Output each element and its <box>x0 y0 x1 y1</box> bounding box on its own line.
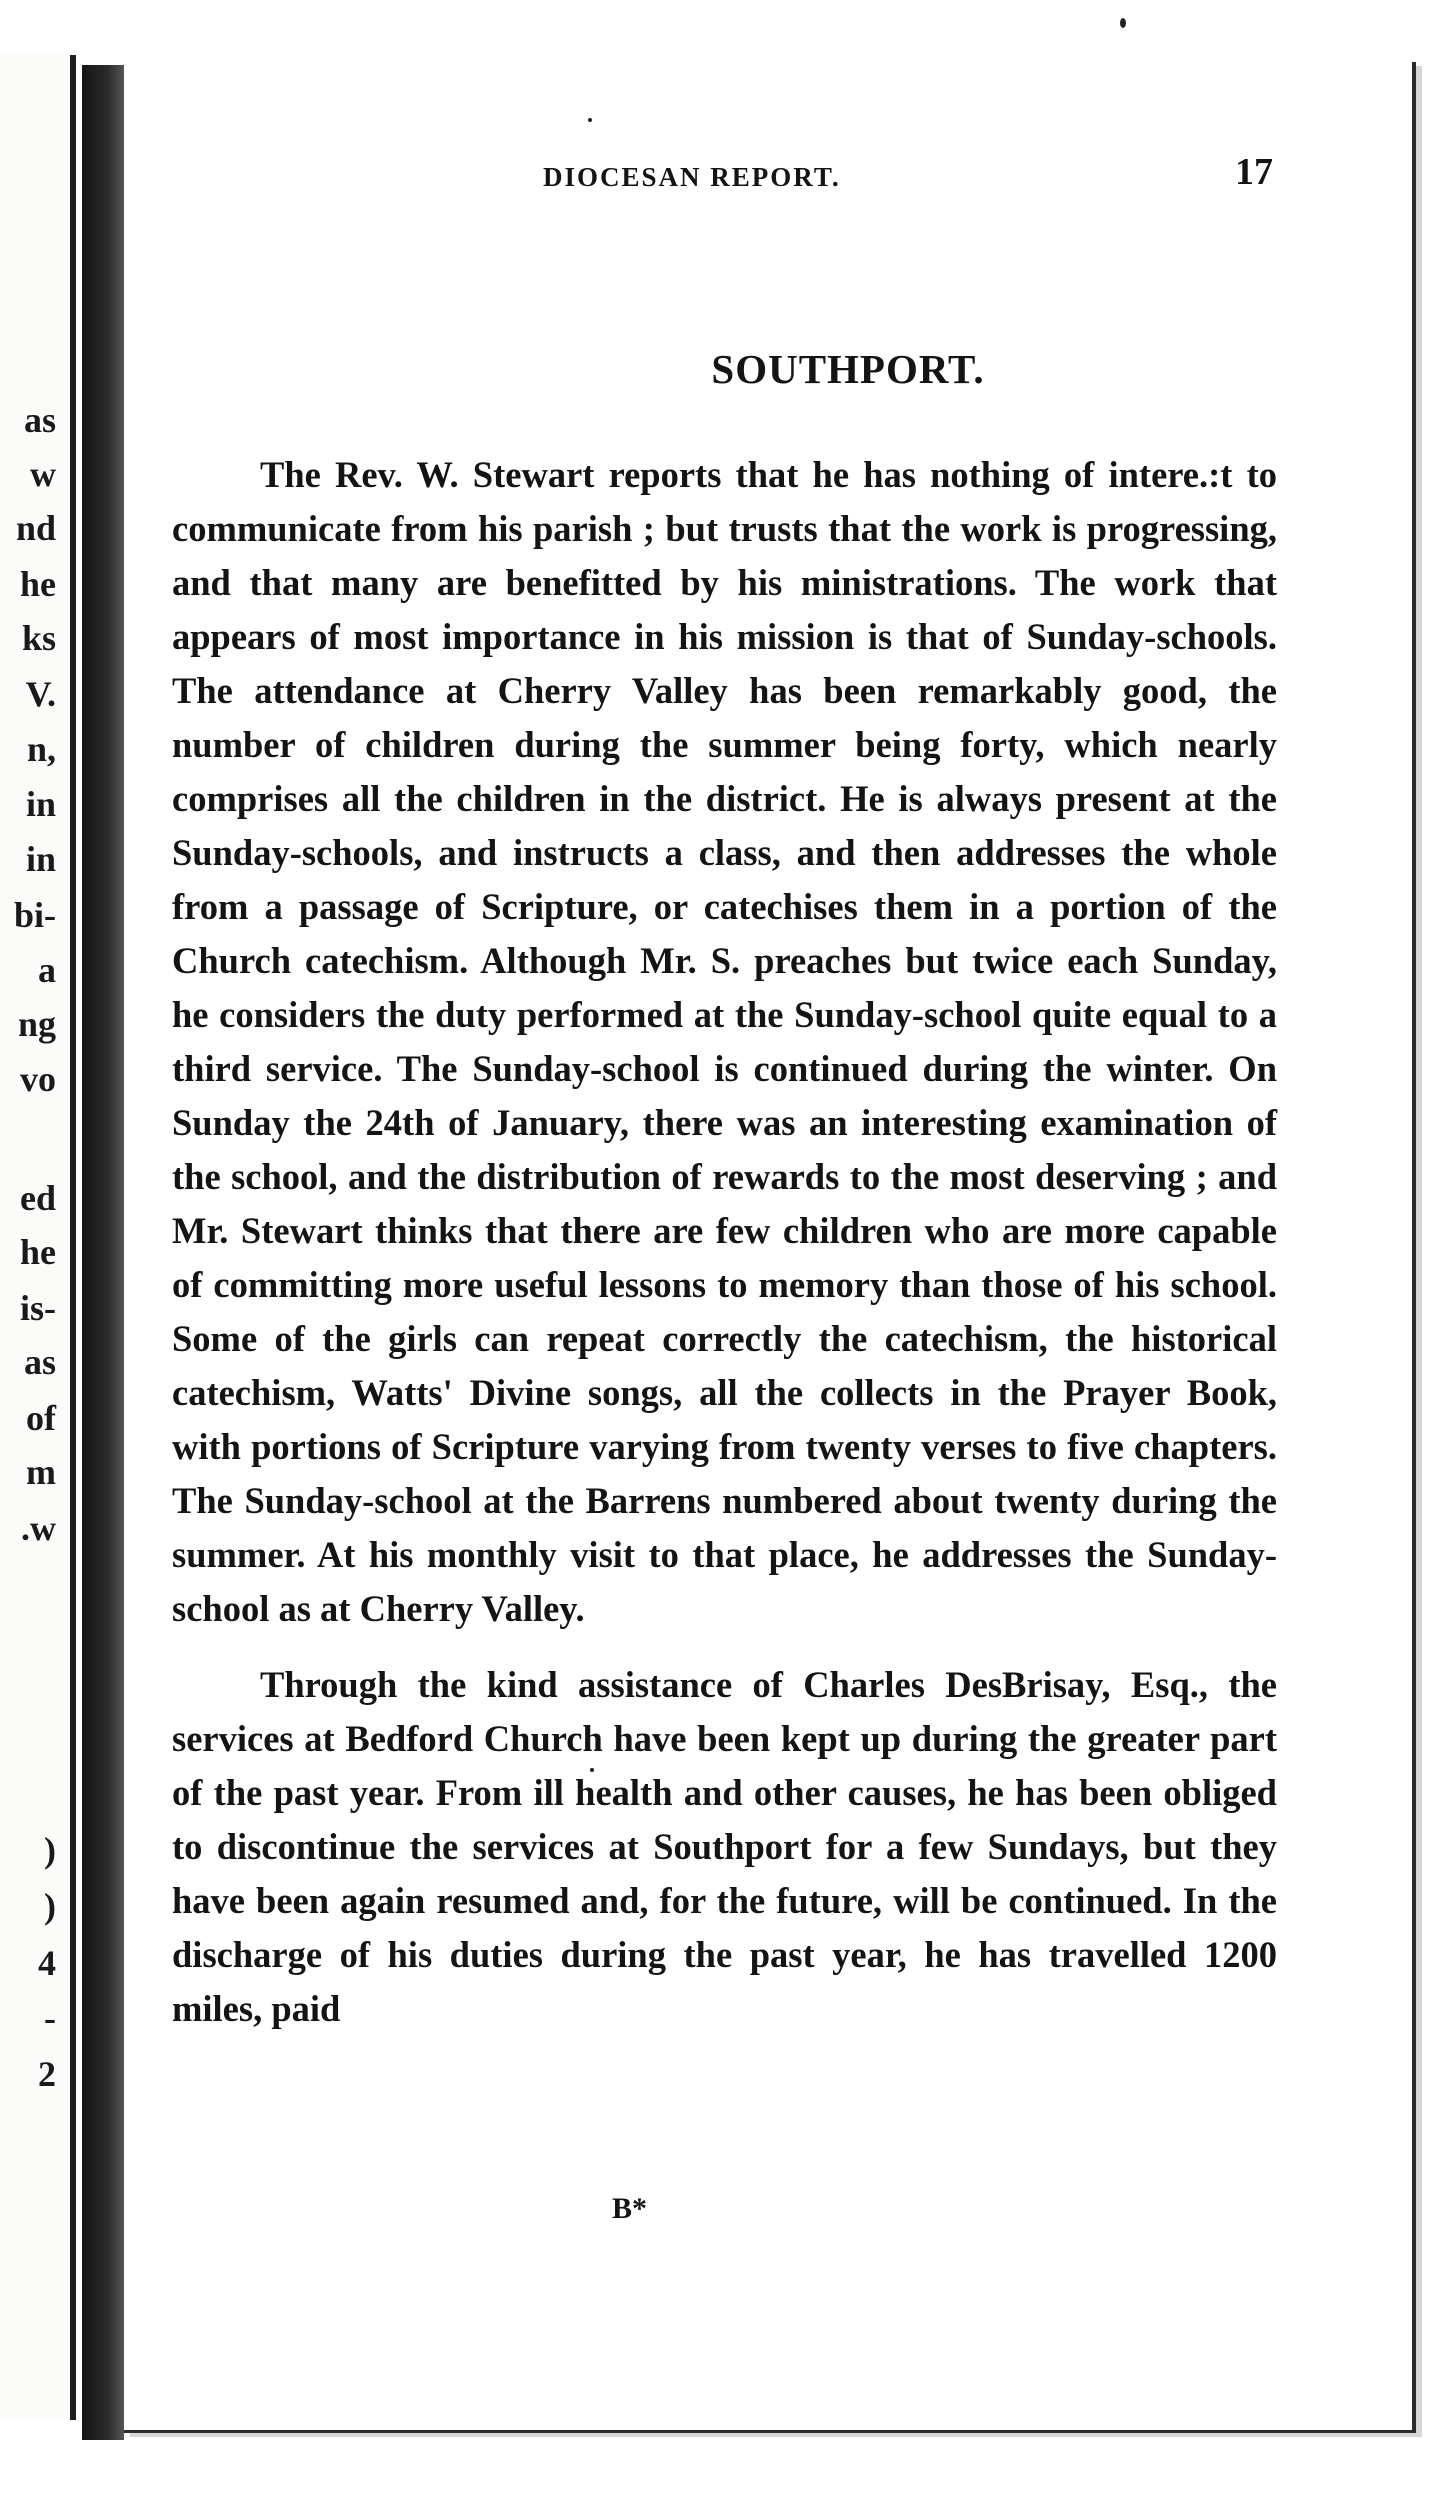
left-page-fragment: 4 <box>38 1943 56 1983</box>
left-page-fragment: nd <box>15 508 56 548</box>
left-page-fragment: m <box>26 1452 56 1492</box>
left-page-fragment: he <box>20 564 56 604</box>
left-page-fragment: a <box>38 950 56 990</box>
page-header <box>418 150 1278 210</box>
left-page-fragment: vo <box>20 1059 56 1099</box>
left-page-fragment: of <box>26 1398 56 1438</box>
paragraph: The Rev. W. Stewart reports that he has nothing of intere.:t to communicate from his parish ; but trusts that the work is progressing, and that many are benefitted by his ministrations. The work that appears of most importance in his mission is that of Sunday-schools. The attendance at Cherry Valley has been remarkably good, the number of children during the summer being forty, which nearly comprises all the children in the district. He is always present at the Sunday-schools, and instructs a class, and then addresses the whole from a passage of Scripture, or catechises them in a portion of the Church catechism. Although Mr. S. preaches but twice each Sunday, he considers the duty performed at the Sunday-school quite equal to a third service. The Sunday-school is continued during the winter. On Sunday the 24th of January, there was an interesting examination of the school, and the distribution of rewards to the most deserving ; and Mr. Stewart thinks that there are few children who are more capable of committing more useful lessons to memory than those of his school. Some of the girls can repeat correctly the catechism, the historical catechism, Watts' Divine songs, all the collects in the Prayer Book, with portions of Scripture varying from twenty verses to five chapters. The Sunday-school at the Barrens numbered about twenty during the summer. At his monthly visit to that place, he addresses the Sunday-school as at Cherry Valley. <box>172 454 1277 1629</box>
left-page-fragment: ks <box>21 618 56 658</box>
left-page-fragment: as <box>23 400 56 440</box>
section-heading: SOUTHPORT. <box>711 346 985 392</box>
left-page-fragment: ) <box>44 1886 56 1926</box>
page-number: 17 <box>1235 151 1273 193</box>
left-page-fragment: as <box>23 1342 56 1382</box>
left-facing-page <box>0 55 76 2420</box>
left-page-fragment: 2 <box>38 2054 56 2094</box>
book-gutter <box>82 65 124 2440</box>
left-page-fragment: in <box>25 839 56 879</box>
signature-mark: B* <box>612 2192 648 2225</box>
left-page-fragment: n, <box>26 729 56 769</box>
body-text <box>172 448 1277 2036</box>
left-page-fragment: he <box>20 1232 56 1272</box>
left-page-fragment: in <box>25 784 56 824</box>
left-page-fragment: .w <box>21 1508 56 1548</box>
running-title: DIOCESAN REPORT. <box>543 162 841 192</box>
left-page-fragment: ng <box>17 1004 56 1044</box>
left-page-fragment: w <box>30 454 56 494</box>
left-page-fragment: bi- <box>13 895 56 935</box>
left-page-fragment: ) <box>44 1830 56 1870</box>
left-page-text-fragments <box>0 55 70 2420</box>
left-page-fragment: is- <box>20 1288 56 1328</box>
left-page-fragment: ed <box>20 1178 56 1218</box>
paragraph: Through the kind assistance of Charles DesBrisay, Esq., the services at Bedford Church have been kept up during the greater part of the past year. From ill health and other causes, he has been obliged to discontinue the services at Southport for a few Sundays, but they have been again resumed and, for the future, will be continued. In the discharge of his duties during the past year, he has travelled 1200 miles, paid <box>172 1664 1277 2029</box>
left-page-fragment: V. <box>25 674 56 714</box>
left-page-fragment: - <box>44 1998 56 2038</box>
